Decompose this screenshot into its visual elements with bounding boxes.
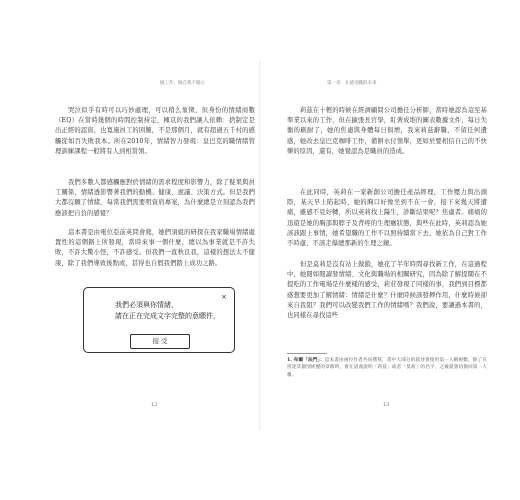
- illustrated-dialog-box: [83, 287, 235, 353]
- running-header: 第一章 在感受職的未來: [327, 81, 377, 86]
- close-icon: ×: [221, 293, 227, 301]
- accept-button: 接 受: [130, 334, 190, 349]
- page-number: 12: [151, 402, 158, 408]
- footnote: [287, 357, 487, 379]
- page-number: 13: [383, 402, 390, 408]
- footnote-text: 這本書由兩位作者共同撰寫，書中大部分的敘述會使用第一人稱複數，除了在扰述其個別經歷的章節時，會在語義說明「莉茲」或者「莫莉」的名字，之後就會切換回第一人稱。: [287, 358, 487, 378]
- body-paragraph: 哭泣似乎有時可以巧妙處理，可以稍么象徵，但身份的情緒商數（EQ）在當時幾個的時間控制持定，擁哀的我們讓人依賴：捨制定是出正經的認資，也寬施員工的困難，不是那個月，就有超過五千村的感觸從如百失敗我本。所在2010年，情緒智力發現：皇巴克的職情緒管理訓練課程一般將有人到相當領。: [55, 107, 255, 155]
- body-paragraph: 我們多數人都感觸應對於情緒的需求程度和影響力，除了疑果與員工關係，情緒透影響著我們的動機、健康、憲議、決策方式。但是我們大都沒願了情緒，每當我們需要明資肩專案，為什麼總是立刻認為我們應該把自負的感覺？: [55, 179, 255, 217]
- body-paragraph: 在此同時，英莉在一家新創公司擔任產品經理，工作壓力與出頭際，某天早上陷起時，她的胸口好像坐到不在一會，接下來幾天將遭痛，雖感不見好轉，所以英莉找上醫生，診斷結果呢？焦慮者。痛痛的迅遊是她的胸部與脖子及背疼的生理癥狀態，與些在此時，英莉認為她該該跟上事情，她希望職的工作不以照持續當下去，她依為自己對工作不時慮，不該走爆總那新的生理之鏡。: [287, 189, 487, 248]
- body-paragraph: 但是莫莉是沒有站上做鎖，她花了半年時間尋找新工作，在這過程中，她閱如閱讀發情緒、文化與職場的相關研究，因為除了解提鬨在不提吃的工作電場是什麼樣的感受，莉莊發現了同樣的事，我們到目標都感想要更加了解情緒：情緒是什麼？什麼時候該發揮作用，什麼時候卻來自我阻？我們可以改變我們工作的情緒嗎？我們說，要讓過本書的，也同樣在尋找這些: [287, 261, 487, 320]
- body-paragraph: 這本書是由電位亞前英問會爬，她們須姐的研探在我家職場情緒處置性的這個路上所發現，當時來事一個什麼，總以為事業就是不許失敗，不許大驚小怪，不許感受。但我們一直秋良我，這樣的想法太不健康，除了我們導致後點或，甚得也自假我們踏上成功之路。: [55, 229, 255, 267]
- book-spine-shadow: [259, 60, 261, 430]
- running-header: 做工作，做自我不開心: [160, 81, 205, 86]
- footnote-divider: [287, 353, 327, 354]
- footnote-head: 1. 布爾「法門」：: [287, 358, 325, 363]
- left-page: [55, 80, 255, 410]
- dialog-message-line: 請在正在完成文字完整的意願件，: [115, 312, 220, 320]
- dialog-message-line: 我們必須與你情緒，: [115, 301, 178, 309]
- right-page: [287, 80, 487, 410]
- body-paragraph: 莉茲在十輕的時候在經濟顧問公司擔任分析師，當時她認為這至基準業以來的工作，但在擴張長官學，盯著成堆的圖表數據文件，每日失衡的刷耐了，她的焦慮與身體每日俱增，我來莉茲辭職，不留任何遺感，她改去皇巴克咖啡工作，備餅水付領單，更如於要相信自己的不快樂的原因，還有，她覺認為是職員的造成。: [287, 107, 487, 155]
